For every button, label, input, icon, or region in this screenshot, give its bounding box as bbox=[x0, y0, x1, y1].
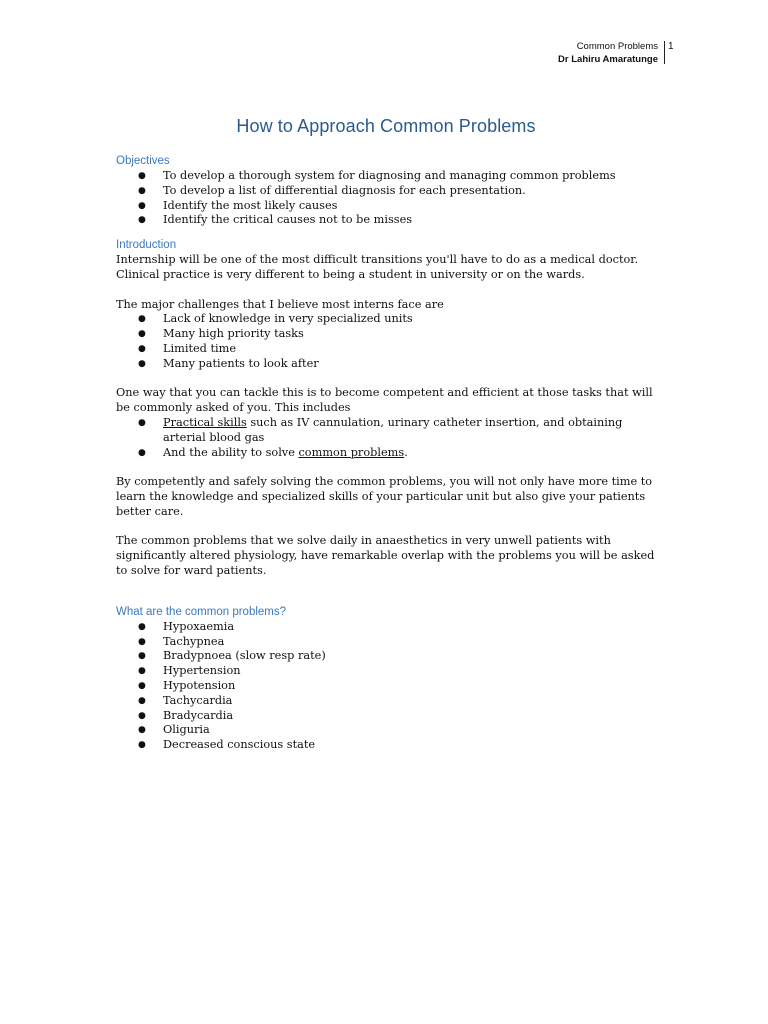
list-item: ● Tachycardia bbox=[138, 693, 233, 707]
list-item: ● Tachypnea bbox=[138, 634, 225, 648]
bullet-icon: ● bbox=[138, 358, 146, 369]
list-item: ● Many high priority tasks bbox=[138, 327, 304, 341]
list-item: ● Practical skills such as IV cannulation, urinary catheter insertion, and obtaining arterial blood gas bbox=[138, 415, 623, 444]
list-item: ● Oliguria bbox=[138, 723, 210, 737]
header-author: Dr Lahiru Amaratunge bbox=[558, 54, 658, 65]
intro-paragraph-1: Internship will be one of the most difficult transitions you'll have to do as a medical doctor. Clinical practice is very different to being a student in university or on the wards. bbox=[116, 253, 639, 281]
tasks-list bbox=[116, 416, 656, 460]
common-problems-heading: What are the common problems? bbox=[116, 605, 287, 618]
header-title: Common Problems bbox=[576, 41, 658, 52]
bullet-icon: ● bbox=[138, 314, 146, 325]
list-item: ● Lack of knowledge in very specialized units bbox=[138, 312, 413, 326]
list-item: ● Bradypnoea (slow resp rate) bbox=[138, 649, 326, 663]
challenges-list bbox=[116, 312, 656, 371]
common-problems-list bbox=[116, 620, 656, 753]
bullet-icon: ● bbox=[138, 666, 146, 677]
intro-paragraph-2: The major challenges that I believe most interns face are bbox=[116, 297, 444, 311]
objectives-list bbox=[116, 169, 656, 228]
bullet-icon: ● bbox=[138, 636, 146, 647]
bullet-icon: ● bbox=[138, 725, 146, 736]
intro-paragraph-5: The common problems that we solve daily in anaesthetics in very unwell patients with significantly altered physiology, have remarkable overlap with the problems you will be asked to solve for ward patients. bbox=[116, 534, 655, 577]
document-title: How to Approach Common Problems bbox=[236, 116, 536, 136]
common-problems-text: common problems bbox=[298, 445, 405, 459]
objectives-heading: Objectives bbox=[116, 155, 170, 167]
list-item: ● To develop a thorough system for diagnosing and managing common problems bbox=[138, 169, 616, 182]
bullet-icon: ● bbox=[138, 740, 146, 751]
bullet-icon: ● bbox=[138, 651, 146, 662]
bullet-icon: ● bbox=[138, 695, 146, 706]
list-item: ● Identify the critical causes not to be misses bbox=[138, 213, 413, 227]
header-divider bbox=[664, 41, 665, 64]
bullet-icon: ● bbox=[138, 417, 146, 428]
bullet-icon: ● bbox=[138, 447, 146, 458]
bullet-icon: ● bbox=[138, 171, 146, 181]
list-item: ● To develop a list of differential diagnosis for each presentation. bbox=[138, 183, 526, 197]
bullet-icon: ● bbox=[138, 621, 146, 632]
bullet-icon: ● bbox=[138, 185, 146, 196]
list-item: ● Many patients to look after bbox=[138, 356, 319, 370]
practical-skills-text: Practical skills bbox=[163, 415, 247, 429]
intro-paragraph-3: One way that you can tackle this is to become competent and efficient at those tasks that will be commonly asked of you. This includes bbox=[116, 386, 653, 415]
list-item: ● Identify the most likely causes bbox=[138, 198, 338, 212]
intro-paragraph-4: By competently and safely solving the common problems, you will not only have more time to learn the knowledge and specialized skills of your particular unit but also give your patients better care. bbox=[116, 475, 653, 518]
list-item: ● Decreased conscious state bbox=[138, 738, 316, 752]
document-body bbox=[116, 116, 656, 753]
list-item: ● Limited time bbox=[138, 341, 237, 355]
bullet-icon: ● bbox=[138, 680, 146, 691]
list-item: ● Hypoxaemia bbox=[138, 619, 235, 633]
list-item: ● Bradycardia bbox=[138, 708, 234, 722]
bullet-icon: ● bbox=[138, 200, 146, 211]
running-header bbox=[558, 40, 658, 66]
bullet-icon: ● bbox=[138, 329, 146, 340]
list-item: ● Hypertension bbox=[138, 664, 241, 678]
bullet-icon: ● bbox=[138, 710, 146, 721]
page-number: 1 bbox=[668, 41, 674, 52]
bullet-icon: ● bbox=[138, 215, 146, 226]
bullet-icon: ● bbox=[138, 343, 146, 354]
list-item: ● And the ability to solve common problems. bbox=[138, 445, 408, 459]
introduction-heading: Introduction bbox=[116, 239, 177, 252]
list-item: ● Hypotension bbox=[138, 678, 236, 692]
